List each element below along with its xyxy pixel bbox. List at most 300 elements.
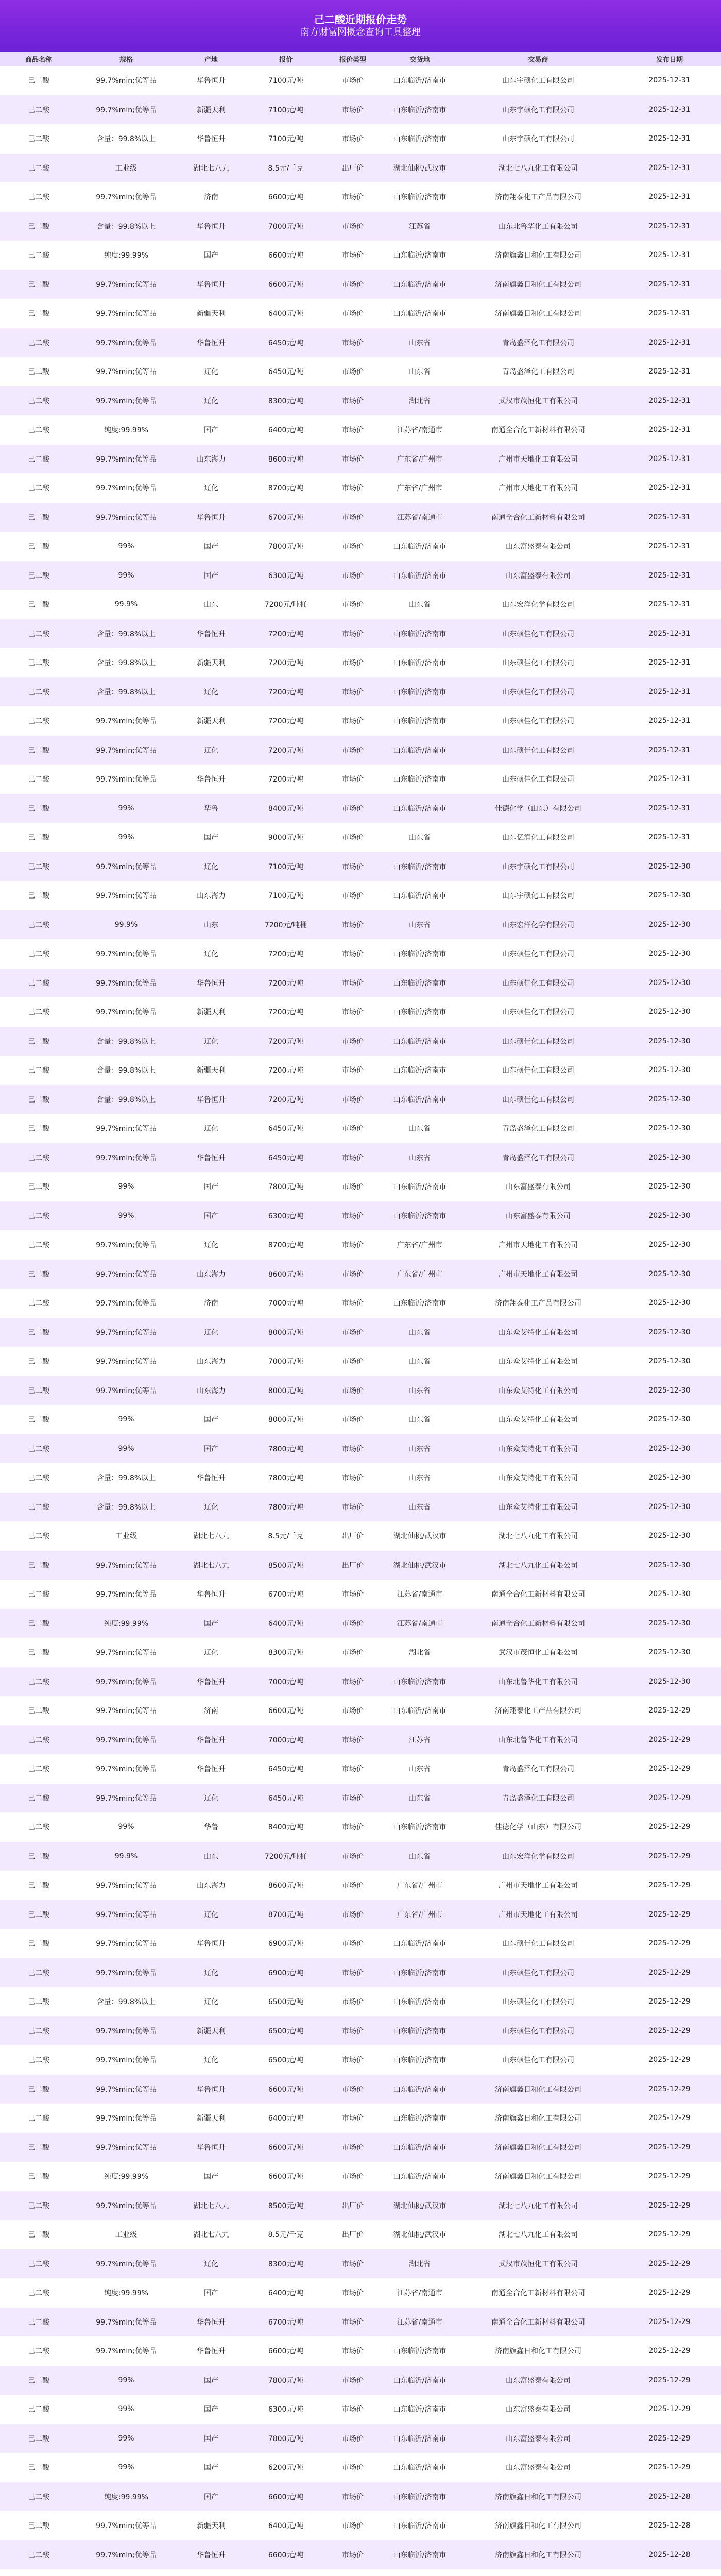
cell-trader: 山东众艾特化工有限公司 xyxy=(499,1328,578,1337)
cell-trader: 山东亿润化工有限公司 xyxy=(502,834,574,842)
cell-origin: 山东海力 xyxy=(197,1882,226,1890)
cell-price: 8400元/吨 xyxy=(268,804,304,813)
page-header xyxy=(0,0,721,52)
table-row xyxy=(0,2016,721,2046)
cell-price: 6600元/吨 xyxy=(268,2173,304,2181)
cell-spec: 含量：99.8%以上 xyxy=(96,135,156,144)
cell-spec: 99% xyxy=(118,1182,134,1191)
cell-trader: 青岛盛泽化工有限公司 xyxy=(502,368,574,377)
table-row xyxy=(0,1056,721,1085)
cell-date: 2025-12-31 xyxy=(648,163,691,172)
cell-product: 己二酸 xyxy=(28,397,49,405)
cell-delivery: 湖北省 xyxy=(409,2260,431,2268)
cell-price: 7200元/吨 xyxy=(268,659,304,668)
cell-product: 己二酸 xyxy=(28,106,49,114)
cell-origin: 国产 xyxy=(204,2434,218,2443)
cell-spec: 99.7%min;优等品 xyxy=(96,1910,157,1919)
cell-price-type: 市场价 xyxy=(342,2289,364,2298)
table-row xyxy=(0,415,721,445)
cell-date: 2025-12-30 xyxy=(648,1473,691,1482)
cell-origin: 济南 xyxy=(204,1299,218,1308)
cell-trader: 武汉市茂恒化工有限公司 xyxy=(499,397,578,405)
cell-price-type: 市场价 xyxy=(342,1998,364,2007)
cell-price-type: 市场价 xyxy=(342,1882,364,1890)
cell-price-type: 市场价 xyxy=(342,222,364,231)
cell-price-type: 市场价 xyxy=(342,659,364,668)
cell-trader: 山东硕佳化工有限公司 xyxy=(502,2056,574,2065)
cell-delivery: 山东临沂/济南市 xyxy=(393,2056,447,2065)
cell-spec: 含量：99.8%以上 xyxy=(96,222,156,231)
cell-origin: 辽化 xyxy=(204,1910,218,1919)
cell-product: 己二酸 xyxy=(28,1125,49,1133)
table-row xyxy=(0,328,721,358)
cell-product: 己二酸 xyxy=(28,2522,49,2531)
table-row xyxy=(0,590,721,619)
cell-spec: 99.7%min;优等品 xyxy=(96,1008,157,1017)
cell-price: 6500元/吨 xyxy=(268,1998,304,2007)
cell-delivery: 江苏省 xyxy=(409,222,431,231)
cell-origin: 华鲁恒升 xyxy=(197,280,226,289)
cell-price-type: 市场价 xyxy=(342,746,364,755)
cell-trader: 广州市天地化工有限公司 xyxy=(499,1910,578,1919)
cell-date: 2025-12-31 xyxy=(648,484,691,493)
cell-origin: 新疆天利 xyxy=(197,1066,226,1075)
cell-date: 2025-12-29 xyxy=(648,2084,691,2093)
cell-delivery: 山东临沂/济南市 xyxy=(393,1998,447,2007)
cell-delivery: 山东临沂/济南市 xyxy=(393,2085,447,2094)
cell-spec: 99.7%min;优等品 xyxy=(96,397,157,405)
cell-date: 2025-12-29 xyxy=(648,1910,691,1919)
cell-delivery: 山东临沂/济南市 xyxy=(393,280,447,289)
cell-delivery: 山东临沂/济南市 xyxy=(393,1969,447,1977)
column-header-date: 发布日期 xyxy=(656,56,683,64)
cell-spec: 99.7%min;优等品 xyxy=(96,746,157,755)
cell-trader: 山东硕佳化工有限公司 xyxy=(502,1095,574,1104)
cell-price: 8300元/吨 xyxy=(268,397,304,405)
table-row xyxy=(0,1260,721,1289)
cell-date: 2025-12-31 xyxy=(648,687,691,696)
cell-price: 6600元/吨 xyxy=(268,2143,304,2152)
cell-delivery: 山东省 xyxy=(409,1445,431,1453)
cell-price-type: 市场价 xyxy=(342,251,364,260)
cell-price-type: 市场价 xyxy=(342,1823,364,1832)
cell-product: 己二酸 xyxy=(28,1008,49,1017)
cell-price: 7200元/吨 xyxy=(268,1066,304,1075)
cell-price-type: 市场价 xyxy=(342,1066,364,1075)
cell-origin: 湖北七八九 xyxy=(193,164,229,173)
table-row xyxy=(0,2366,721,2395)
cell-delivery: 山东临沂/济南市 xyxy=(393,251,447,260)
cell-trader: 济南旗鑫日和化工有限公司 xyxy=(495,280,581,289)
cell-delivery: 山东省 xyxy=(409,1416,431,1425)
cell-product: 己二酸 xyxy=(28,2551,49,2560)
cell-trader: 山东众艾特化工有限公司 xyxy=(499,1358,578,1366)
cell-delivery: 山东临沂/济南市 xyxy=(393,950,447,959)
cell-origin: 辽化 xyxy=(204,862,218,871)
cell-price: 6500元/吨 xyxy=(268,2056,304,2065)
cell-delivery: 山东省 xyxy=(409,368,431,377)
cell-origin: 湖北七八九 xyxy=(193,2201,229,2210)
cell-trader: 山东北鲁华化工有限公司 xyxy=(499,222,578,231)
cell-delivery: 山东临沂/济南市 xyxy=(393,1008,447,1017)
cell-spec: 99.7%min;优等品 xyxy=(96,862,157,871)
cell-trader: 南通全合化工新材料有限公司 xyxy=(491,426,585,435)
cell-spec: 99.7%min;优等品 xyxy=(96,106,157,114)
cell-delivery: 山东临沂/济南市 xyxy=(393,1940,447,1948)
cell-delivery: 山东临沂/济南市 xyxy=(393,2376,447,2385)
cell-trader: 广州市天地化工有限公司 xyxy=(499,455,578,464)
cell-trader: 南通全合化工新材料有限公司 xyxy=(491,2318,585,2327)
table-row xyxy=(0,1347,721,1376)
cell-trader: 山东众艾特化工有限公司 xyxy=(499,1386,578,1395)
cell-origin: 辽化 xyxy=(204,2260,218,2268)
cell-price-type: 市场价 xyxy=(342,601,364,609)
cell-trader: 济南旗鑫日和化工有限公司 xyxy=(495,2085,581,2094)
page-subtitle: 南方财富网概念查询工具整理 xyxy=(300,27,421,38)
table-row xyxy=(0,794,721,823)
cell-date: 2025-12-29 xyxy=(648,2026,691,2035)
cell-delivery: 山东临沂/济南市 xyxy=(393,571,447,580)
cell-spec: 99.7%min;优等品 xyxy=(96,775,157,784)
table-row xyxy=(0,473,721,503)
cell-date: 2025-12-31 xyxy=(648,251,691,260)
cell-product: 己二酸 xyxy=(28,1823,49,1832)
cell-product: 己二酸 xyxy=(28,77,49,86)
cell-delivery: 山东临沂/济南市 xyxy=(393,775,447,784)
cell-trader: 山东富盛泰有限公司 xyxy=(506,2464,571,2472)
cell-delivery: 山东临沂/济南市 xyxy=(393,2551,447,2560)
cell-origin: 华鲁 xyxy=(204,804,218,813)
cell-delivery: 山东省 xyxy=(409,1852,431,1861)
cell-price: 7000元/吨 xyxy=(268,1358,304,1366)
cell-delivery: 山东临沂/济南市 xyxy=(393,2405,447,2414)
cell-date: 2025-12-30 xyxy=(648,862,691,871)
cell-origin: 山东海力 xyxy=(197,1386,226,1395)
cell-price: 8.5元/千克 xyxy=(268,2231,304,2240)
cell-date: 2025-12-29 xyxy=(648,2317,691,2326)
cell-trader: 山东硕佳化工有限公司 xyxy=(502,1037,574,1046)
cell-trader: 山东硕佳化工有限公司 xyxy=(502,1008,574,1017)
cell-delivery: 江苏省/南通市 xyxy=(397,1590,443,1599)
cell-delivery: 广东省/广州市 xyxy=(397,1241,443,1250)
table-row xyxy=(0,561,721,590)
cell-date: 2025-12-31 xyxy=(648,745,691,754)
cell-spec: 99.7%min;优等品 xyxy=(96,2551,157,2560)
cell-price-type: 市场价 xyxy=(342,106,364,114)
table-row xyxy=(0,765,721,794)
table-row xyxy=(0,2453,721,2482)
cell-price: 7000元/吨 xyxy=(268,1299,304,1308)
cell-price-type: 市场价 xyxy=(342,2056,364,2065)
cell-origin: 华鲁 xyxy=(204,1823,218,1832)
table-row xyxy=(0,648,721,677)
cell-origin: 辽化 xyxy=(204,1328,218,1337)
cell-spec: 99.7%min;优等品 xyxy=(96,2027,157,2036)
cell-delivery: 山东临沂/济南市 xyxy=(393,659,447,668)
cell-origin: 辽化 xyxy=(204,368,218,377)
cell-date: 2025-12-30 xyxy=(648,1037,691,1045)
cell-date: 2025-12-31 xyxy=(648,804,691,812)
cell-delivery: 山东省 xyxy=(409,338,431,347)
cell-price-type: 市场价 xyxy=(342,2522,364,2531)
cell-price: 7100元/吨 xyxy=(268,862,304,871)
cell-product: 己二酸 xyxy=(28,2231,49,2240)
cell-date: 2025-12-30 xyxy=(648,1561,691,1569)
cell-spec xyxy=(77,2569,175,2576)
cell-price: 7200元/吨 xyxy=(268,746,304,755)
cell-origin: 华鲁恒升 xyxy=(197,1765,226,1774)
cell-spec: 99.7%min;优等品 xyxy=(96,1649,157,1657)
column-header-price-type: 报价类型 xyxy=(339,56,366,64)
cell-product: 己二酸 xyxy=(28,1154,49,1162)
cell-date: 2025-12-30 xyxy=(648,1211,691,1220)
cell-date: 2025-12-29 xyxy=(648,1765,691,1773)
cell-date: 2025-12-31 xyxy=(648,396,691,405)
table-row xyxy=(0,1318,721,1347)
cell-price-type: 市场价 xyxy=(342,397,364,405)
cell-delivery: 山东临沂/济南市 xyxy=(393,106,447,114)
cell-trader: 山东北鲁华化工有限公司 xyxy=(499,1736,578,1744)
cell-origin: 国产 xyxy=(204,1212,218,1221)
cell-spec: 99.7%min;优等品 xyxy=(96,455,157,464)
cell-price: 8700元/吨 xyxy=(268,1910,304,1919)
cell-price-type: 市场价 xyxy=(342,1765,364,1774)
cell-delivery: 江苏省/南通市 xyxy=(397,2289,443,2298)
cell-price-type: 市场价 xyxy=(342,2464,364,2472)
cell-trader: 山东富盛泰有限公司 xyxy=(506,1212,571,1221)
cell-trader: 山东硕佳化工有限公司 xyxy=(502,717,574,726)
cell-date: 2025-12-29 xyxy=(648,2143,691,2151)
table-row xyxy=(0,299,721,328)
cell-date: 2025-12-30 xyxy=(648,891,691,900)
cell-origin: 国产 xyxy=(204,2464,218,2472)
cell-price: 6450元/吨 xyxy=(268,368,304,377)
table-row xyxy=(0,969,721,998)
cell-trader: 青岛盛泽化工有限公司 xyxy=(502,1154,574,1162)
cell-product: 己二酸 xyxy=(28,1066,49,1075)
cell-trader: 济南翔泰化工产品有限公司 xyxy=(495,193,581,202)
cell-price-type: 市场价 xyxy=(342,1474,364,1483)
table-row xyxy=(0,2104,721,2133)
cell-spec: 99.7%min;优等品 xyxy=(96,2143,157,2152)
cell-origin: 华鲁恒升 xyxy=(197,1677,226,1686)
cell-origin: 辽化 xyxy=(204,397,218,405)
cell-product: 己二酸 xyxy=(28,1183,49,1192)
table-row xyxy=(0,1958,721,1988)
cell-delivery: 山东临沂/济南市 xyxy=(393,1707,447,1716)
cell-product: 己二酸 xyxy=(28,1677,49,1686)
table-row xyxy=(0,1521,721,1551)
cell-date: 2025-12-29 xyxy=(648,1735,691,1744)
cell-date: 2025-12-31 xyxy=(648,658,691,667)
cell-delivery: 湖北仙桃/武汉市 xyxy=(393,1561,447,1570)
cell-trader: 山东硕佳化工有限公司 xyxy=(502,630,574,638)
cell-price: 7000元/吨 xyxy=(268,222,304,231)
cell-spec: 99.7%min;优等品 xyxy=(96,2260,157,2268)
table-row xyxy=(0,1929,721,1958)
cell-product: 己二酸 xyxy=(28,1416,49,1425)
cell-origin: 国产 xyxy=(204,1619,218,1628)
cell-delivery: 山东省 xyxy=(409,1358,431,1366)
cell-spec: 99.7%min;优等品 xyxy=(96,2318,157,2327)
cell-product: 己二酸 xyxy=(28,2085,49,2094)
cell-delivery: 山东省 xyxy=(409,1328,431,1337)
cell-price: 7200元/吨 xyxy=(268,1095,304,1104)
table-row xyxy=(0,212,721,241)
cell-date: 2025-12-29 xyxy=(648,1939,691,1948)
cell-trader: 山东硕佳化工有限公司 xyxy=(502,1066,574,1075)
cell-trader: 济南旗鑫日和化工有限公司 xyxy=(495,2522,581,2531)
cell-price-type: 市场价 xyxy=(342,455,364,464)
table-row xyxy=(0,95,721,125)
cell-spec: 99% xyxy=(118,2434,134,2443)
cell-date: 2025-12-28 xyxy=(648,2492,691,2501)
cell-delivery: 山东临沂/济南市 xyxy=(393,2143,447,2152)
cell-product: 己二酸 xyxy=(28,2464,49,2472)
cell-price-type: 市场价 xyxy=(342,1212,364,1221)
cell-price: 8400元/吨 xyxy=(268,1823,304,1832)
cell-price: 7800元/吨 xyxy=(268,1474,304,1483)
cell-product: 己二酸 xyxy=(28,1532,49,1541)
table-row xyxy=(0,2075,721,2104)
cell-price: 6450元/吨 xyxy=(268,1794,304,1803)
cell-price-type: 市场价 xyxy=(342,717,364,726)
table-row xyxy=(0,1172,721,1201)
cell-origin: 辽化 xyxy=(204,1037,218,1046)
cell-price: 8300元/吨 xyxy=(268,1649,304,1657)
cell-price: 6600元/吨 xyxy=(268,2493,304,2501)
cell-product: 己二酸 xyxy=(28,2027,49,2036)
cell-price-type: 市场价 xyxy=(342,2260,364,2268)
column-header-trader: 交易商 xyxy=(528,56,548,64)
cell-trader: 山东宏洋化学有限公司 xyxy=(502,921,574,929)
cell-spec: 含量：99.8%以上 xyxy=(96,1037,156,1046)
cell-trader: 山东宏洋化学有限公司 xyxy=(502,601,574,609)
cell-trader: 青岛盛泽化工有限公司 xyxy=(502,338,574,347)
cell-product: 己二酸 xyxy=(28,1707,49,1716)
cell-product: 己二酸 xyxy=(28,1095,49,1104)
cell-spec: 99.7%min;优等品 xyxy=(96,1677,157,1686)
cell-origin: 山东海力 xyxy=(197,1270,226,1279)
cell-date: 2025-12-29 xyxy=(648,1823,691,1832)
cell-price: 6600元/吨 xyxy=(268,1707,304,1716)
cell-spec: 含量：99.8%以上 xyxy=(96,1998,156,2007)
cell-price: 6900元/吨 xyxy=(268,1969,304,1977)
table-row xyxy=(0,182,721,212)
cell-origin: 华鲁恒升 xyxy=(197,513,226,522)
cell-date xyxy=(618,2569,721,2576)
cell-trader: 武汉市茂恒化工有限公司 xyxy=(499,2260,578,2268)
cell-date: 2025-12-30 xyxy=(648,1269,691,1278)
cell-delivery: 山东临沂/济南市 xyxy=(393,2464,447,2472)
cell-product: 己二酸 xyxy=(28,834,49,842)
cell-price-type: 市场价 xyxy=(342,1969,364,1977)
table-row xyxy=(0,503,721,532)
cell-delivery: 广东省/广州市 xyxy=(397,1270,443,1279)
cell-price: 7100元/吨 xyxy=(268,135,304,144)
cell-origin: 湖北七八九 xyxy=(193,1532,229,1541)
cell-date: 2025-12-30 xyxy=(648,1241,691,1249)
cell-trader: 广州市天地化工有限公司 xyxy=(499,1241,578,1250)
cell-product: 己二酸 xyxy=(28,455,49,464)
cell-spec: 99.7%min;优等品 xyxy=(96,1270,157,1279)
cell-delivery: 江苏省/南通市 xyxy=(397,2318,443,2327)
cell-date: 2025-12-30 xyxy=(648,1328,691,1336)
table-row xyxy=(0,2336,721,2366)
cell-product: 己二酸 xyxy=(28,1590,49,1599)
cell-date: 2025-12-31 xyxy=(648,717,691,725)
cell-origin: 华鲁恒升 xyxy=(197,222,226,231)
cell-date: 2025-12-30 xyxy=(648,1444,691,1453)
cell-spec: 工业级 xyxy=(115,1532,137,1541)
table-row xyxy=(0,2511,721,2540)
cell-origin: 济南 xyxy=(204,1707,218,1716)
cell-product: 己二酸 xyxy=(28,1882,49,1890)
table-row xyxy=(0,1871,721,1900)
cell-product: 己二酸 xyxy=(28,280,49,289)
cell-delivery: 山东临沂/济南市 xyxy=(393,746,447,755)
cell-product: 己二酸 xyxy=(28,1299,49,1308)
cell-price: 7200元/吨 xyxy=(268,1037,304,1046)
cell-delivery: 山东临沂/济南市 xyxy=(393,2027,447,2036)
cell-price-type: 市场价 xyxy=(342,630,364,638)
cell-date: 2025-12-31 xyxy=(648,600,691,609)
cell-date: 2025-12-31 xyxy=(648,513,691,521)
cell-price: 7100元/吨 xyxy=(268,77,304,86)
cell-origin: 新疆天利 xyxy=(197,2522,226,2531)
cell-spec: 99.7%min;优等品 xyxy=(96,280,157,289)
cell-price: 8000元/吨 xyxy=(268,1328,304,1337)
cell-product: 己二酸 xyxy=(28,1328,49,1337)
cell-product: 己二酸 xyxy=(28,543,49,551)
column-header-origin: 产地 xyxy=(204,56,218,64)
cell-trader: 南通全合化工新材料有限公司 xyxy=(491,1590,585,1599)
cell-trader: 山东众艾特化工有限公司 xyxy=(499,1416,578,1425)
cell-trader: 山东硕佳化工有限公司 xyxy=(502,659,574,668)
cell-trader: 山东富盛泰有限公司 xyxy=(506,2376,571,2385)
cell-price: 7100元/吨 xyxy=(268,106,304,114)
cell-origin: 国产 xyxy=(204,1416,218,1425)
price-table xyxy=(0,52,721,2576)
cell-product: 己二酸 xyxy=(28,251,49,260)
cell-delivery: 山东临沂/济南市 xyxy=(393,193,447,202)
cell-product: 己二酸 xyxy=(28,2434,49,2443)
cell-delivery: 山东省 xyxy=(409,1794,431,1803)
cell-delivery: 广东省/广州市 xyxy=(397,1882,443,1890)
cell-date: 2025-12-30 xyxy=(648,978,691,987)
cell-origin: 济南 xyxy=(204,193,218,202)
cell-date: 2025-12-31 xyxy=(648,309,691,318)
cell-trader: 济南旗鑫日和化工有限公司 xyxy=(495,2493,581,2501)
cell-price-type: 市场价 xyxy=(342,1299,364,1308)
cell-price: 6200元/吨 xyxy=(268,2464,304,2472)
cell-date: 2025-12-31 xyxy=(648,134,691,143)
cell-price: 6600元/吨 xyxy=(268,2551,304,2560)
cell-trader: 广州市天地化工有限公司 xyxy=(499,1882,578,1890)
table-row xyxy=(0,1754,721,1784)
cell-spec: 99.7%min;优等品 xyxy=(96,1882,157,1890)
cell-delivery: 山东临沂/济南市 xyxy=(393,310,447,318)
cell-price: 6700元/吨 xyxy=(268,1590,304,1599)
cell-price-type: 市场价 xyxy=(342,1386,364,1395)
table-row xyxy=(0,270,721,299)
cell-origin: 华鲁恒升 xyxy=(197,979,226,988)
cell-product: 己二酸 xyxy=(28,892,49,901)
cell-trader: 山东北鲁华化工有限公司 xyxy=(499,1677,578,1686)
cell-origin: 华鲁恒升 xyxy=(197,775,226,784)
cell-price-type: 出厂价 xyxy=(342,2201,364,2210)
cell-date: 2025-12-29 xyxy=(648,2405,691,2414)
